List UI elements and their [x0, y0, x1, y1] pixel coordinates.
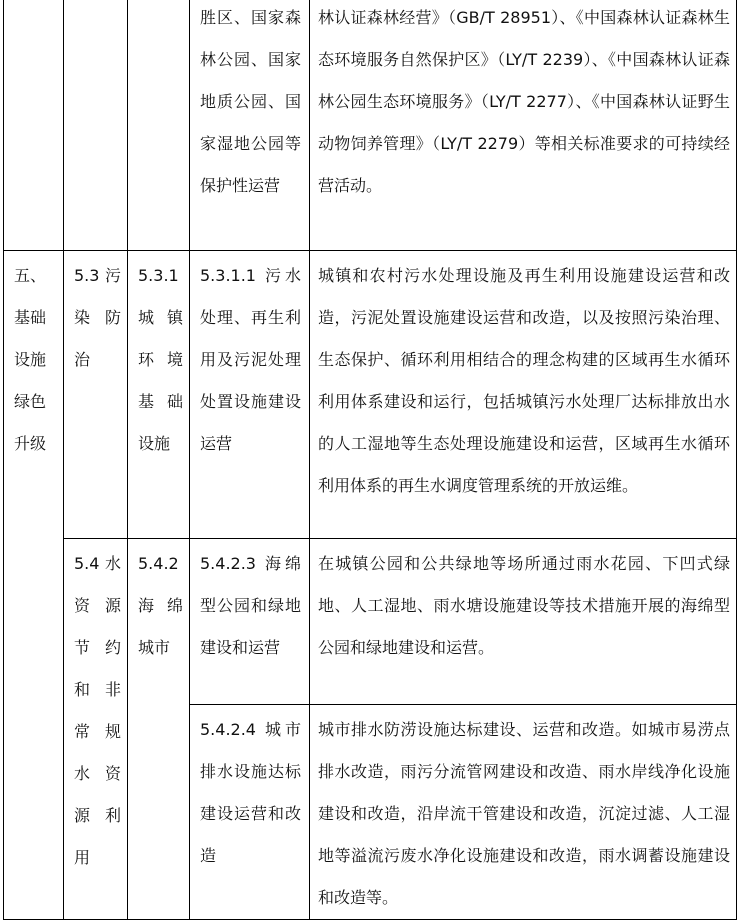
subitem-cell: 5.4.2.3 海绵型公园和绿地建设和运营	[190, 539, 310, 705]
item-cell: 5.3.1 城镇环境基础设施	[128, 251, 190, 539]
description-cell: 在城镇公园和公共绿地等场所通过雨水花园、下凹式绿地、人工湿地、雨水塘设施建设等技术措施开展的海绵型公园和绿地建设和运营。	[310, 539, 737, 705]
green-industry-catalog-table	[3, 0, 737, 920]
subcategory-cell: 5.3 污染防治	[64, 251, 128, 539]
subcategory-cell: 5.4 水资源节约和非常规水资源利用	[64, 539, 128, 920]
category-cell: 五、基础设施绿色升级	[4, 251, 64, 920]
item-cell	[128, 0, 190, 251]
subitem-cell: 胜区、国家森林公园、国家地质公园、国家湿地公园等保护性运营	[190, 0, 310, 251]
description-cell: 林认证森林经营》（GB/T 28951）、《中国森林认证森林生态环境服务自然保护区》（LY/T 2239）、《中国森林认证森林公园生态环境服务》（LY/T 2277）、《中国森林认证野生动物饲养管理》（LY/T 2279）等相关标准要求的可持续经营活动。	[310, 0, 737, 251]
description-cell: 城市排水防涝设施达标建设、运营和改造。如城市易涝点排水改造，雨污分流管网建设和改造、雨水岸线净化设施建设和改造，沿岸流干管建设和改造，沉淀过滤、人工湿地等溢流污废水净化设施建设和改造，雨水调蓄设施建设和改造等。	[310, 705, 737, 920]
table-row	[4, 0, 737, 251]
subcategory-cell	[64, 0, 128, 251]
table-row	[4, 251, 737, 539]
item-cell: 5.4.2 海绵城市	[128, 539, 190, 920]
category-cell	[4, 0, 64, 251]
subitem-cell: 5.4.2.4 城市排水设施达标建设运营和改造	[190, 705, 310, 920]
table-row	[4, 539, 737, 705]
description-cell: 城镇和农村污水处理设施及再生利用设施建设运营和改造，污泥处置设施建设运营和改造，以及按照污染治理、生态保护、循环利用相结合的理念构建的区域再生水循环利用体系建设和运行，包括城镇污水处理厂达标排放出水的人工湿地等生态处理设施建设和运营，区域再生水循环利用体系的再生水调度管理系统的开放运维。	[310, 251, 737, 539]
subitem-cell: 5.3.1.1 污水处理、再生利用及污泥处理处置设施建设运营	[190, 251, 310, 539]
